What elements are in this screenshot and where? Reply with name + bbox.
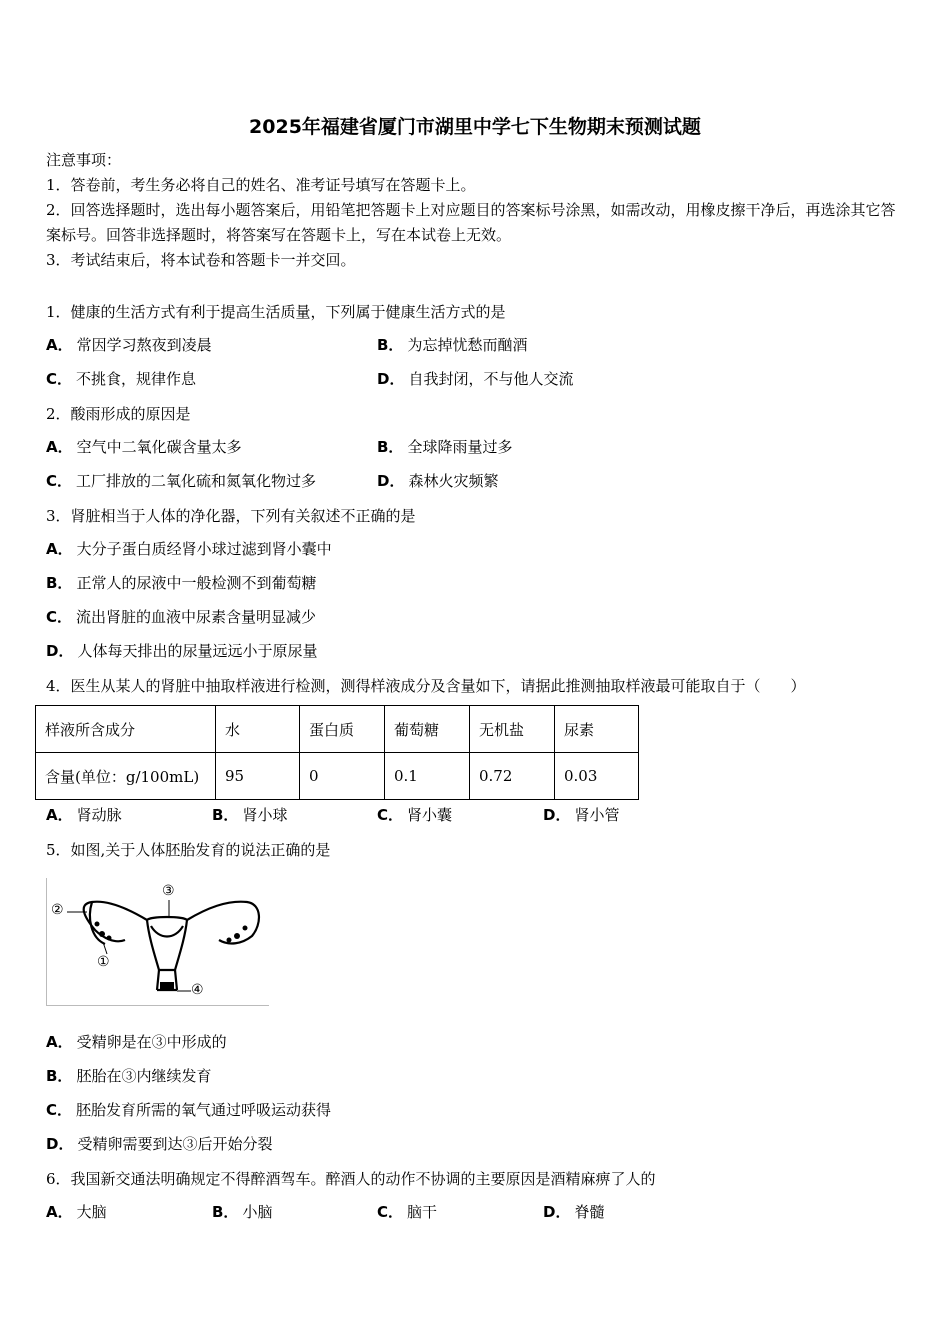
table-header-row	[36, 706, 639, 753]
question-1-stem: 1．健康的生活方式有利于提高生活质量，下列属于健康生活方式的是	[46, 303, 506, 321]
question-6-option-a[interactable]	[46, 1201, 107, 1222]
option-letter: D．	[377, 472, 405, 490]
question-1-option-d[interactable]	[377, 368, 573, 389]
option-letter: C．	[46, 472, 73, 490]
question-2-option-b[interactable]	[377, 436, 512, 457]
table-row	[36, 753, 639, 800]
notice-item-3: 3．考试结束后，将本试卷和答题卡一并交回。	[46, 251, 356, 269]
option-text: 正常人的尿液中一般检测不到葡萄糖	[76, 574, 317, 592]
option-text: 大分子蛋白质经肾小球过滤到肾小囊中	[76, 540, 332, 558]
question-3-stem: 3．肾脏相当于人体的净化器，下列有关叙述不正确的是	[46, 507, 416, 525]
option-text: 工厂排放的二氧化硫和氮氧化物过多	[76, 472, 317, 490]
option-letter: B．	[46, 1067, 73, 1085]
figure-label-3: ③	[162, 883, 175, 899]
question-6-option-d[interactable]	[543, 1201, 604, 1222]
option-letter: A．	[46, 1203, 73, 1221]
question-1-option-a[interactable]	[46, 334, 212, 355]
option-letter: A．	[46, 806, 73, 824]
option-letter: C．	[377, 1203, 404, 1221]
notice-item-1: 1．答卷前，考生务必将自己的姓名、准考证号填写在答题卡上。	[46, 176, 476, 194]
notice-heading: 注意事项：	[46, 151, 122, 169]
option-letter: A．	[46, 1033, 73, 1051]
question-5-stem: 5．如图,关于人体胚胎发育的说法正确的是	[46, 841, 331, 859]
table-cell: 葡萄糖	[385, 706, 470, 753]
option-text: 流出肾脏的血液中尿素含量明显减少	[76, 608, 317, 626]
option-text: 常因学习熬夜到凌晨	[76, 336, 212, 354]
option-text: 大脑	[76, 1203, 107, 1221]
option-letter: C．	[46, 608, 73, 626]
female-reproductive-system-diagram	[47, 878, 269, 1005]
option-text: 肾小囊	[407, 806, 453, 824]
option-letter: D．	[46, 1135, 74, 1153]
table-cell: 0.03	[555, 753, 639, 800]
option-letter: B．	[377, 336, 404, 354]
question-6-stem: 6．我国新交通法明确规定不得醉酒驾车。醉酒人的动作不协调的主要原因是酒精麻痹了人的	[46, 1170, 656, 1188]
question-1-option-b[interactable]	[377, 334, 527, 355]
table-cell: 含量(单位：g/100mL)	[36, 753, 216, 800]
question-2-option-d[interactable]	[377, 470, 498, 491]
figure-label-2: ②	[51, 902, 64, 918]
option-text: 为忘掉忧愁而酗酒	[407, 336, 528, 354]
question-3-option-a[interactable]	[46, 538, 332, 559]
question-1-option-c[interactable]	[46, 368, 196, 389]
question-2-option-a[interactable]	[46, 436, 242, 457]
option-text: 脊髓	[574, 1203, 605, 1221]
option-text: 胚胎发育所需的氧气通过呼吸运动获得	[76, 1101, 332, 1119]
option-text: 不挑食，规律作息	[76, 370, 197, 388]
option-text: 脑干	[407, 1203, 438, 1221]
question-6-option-c[interactable]	[377, 1201, 437, 1222]
question-5-option-c[interactable]	[46, 1099, 331, 1120]
table-cell: 95	[216, 753, 300, 800]
option-letter: A．	[46, 336, 73, 354]
question-3-option-d[interactable]	[46, 640, 317, 661]
option-text: 自我封闭，不与他人交流	[408, 370, 574, 388]
question-5-option-d[interactable]	[46, 1133, 272, 1154]
question-3-option-c[interactable]	[46, 606, 316, 627]
figure-label-4: ④	[191, 982, 204, 998]
table-cell: 尿素	[555, 706, 639, 753]
option-text: 空气中二氧化碳含量太多	[76, 438, 242, 456]
question-2-option-c[interactable]	[46, 470, 316, 491]
option-letter: D．	[543, 806, 571, 824]
option-letter: B．	[46, 574, 73, 592]
table-cell: 水	[216, 706, 300, 753]
option-text: 人体每天排出的尿量远远小于原尿量	[77, 642, 318, 660]
table-cell: 样液所含成分	[36, 706, 216, 753]
question-4-stem: 4．医生从某人的肾脏中抽取样液进行检测，测得样液成分及含量如下，请据此推测抽取样液最可能取自于（ ）	[46, 677, 806, 695]
option-text: 全球降雨量过多	[407, 438, 513, 456]
option-text: 肾小球	[242, 806, 288, 824]
question-5-option-a[interactable]	[46, 1031, 227, 1052]
option-text: 小脑	[242, 1203, 273, 1221]
option-text: 肾动脉	[76, 806, 122, 824]
question-6-option-b[interactable]	[212, 1201, 272, 1222]
question-4-option-c[interactable]	[377, 804, 452, 825]
table-cell: 0.72	[470, 753, 555, 800]
option-letter: A．	[46, 438, 73, 456]
option-letter: B．	[212, 806, 239, 824]
option-letter: A．	[46, 540, 73, 558]
option-text: 森林火灾频繁	[408, 472, 499, 490]
option-letter: D．	[46, 642, 74, 660]
option-text: 受精卵是在③中形成的	[76, 1033, 227, 1051]
option-letter: C．	[46, 1101, 73, 1119]
table-cell: 无机盐	[470, 706, 555, 753]
table-cell: 0	[300, 753, 385, 800]
notice-section	[46, 148, 906, 273]
option-letter: B．	[377, 438, 404, 456]
question-4-option-b[interactable]	[212, 804, 287, 825]
question-5-option-b[interactable]	[46, 1065, 211, 1086]
uterus-figure	[46, 878, 269, 1006]
option-letter: C．	[377, 806, 404, 824]
option-letter: D．	[543, 1203, 571, 1221]
option-letter: D．	[377, 370, 405, 388]
option-letter: B．	[212, 1203, 239, 1221]
option-text: 肾小管	[574, 806, 620, 824]
question-4-option-d[interactable]	[543, 804, 619, 825]
option-letter: C．	[46, 370, 73, 388]
sample-table	[35, 705, 639, 800]
question-2-stem: 2．酸雨形成的原因是	[46, 405, 191, 423]
option-text: 胚胎在③内继续发育	[76, 1067, 212, 1085]
page-title: 2025年福建省厦门市湖里中学七下生物期末预测试题	[249, 116, 701, 138]
option-text: 受精卵需要到达③后开始分裂	[77, 1135, 273, 1153]
notice-item-2: 2．回答选择题时，选出每小题答案后，用铅笔把答题卡上对应题目的答案标号涂黑，如需改动，用橡皮擦干净后，再选涂其它答案标号。回答非选择题时，将答案写在答题卡上，写在本试卷上无效。	[46, 201, 896, 244]
table-cell: 0.1	[385, 753, 470, 800]
question-4-option-a[interactable]	[46, 804, 122, 825]
question-3-option-b[interactable]	[46, 572, 316, 593]
figure-label-1: ①	[97, 954, 110, 970]
table-cell: 蛋白质	[300, 706, 385, 753]
